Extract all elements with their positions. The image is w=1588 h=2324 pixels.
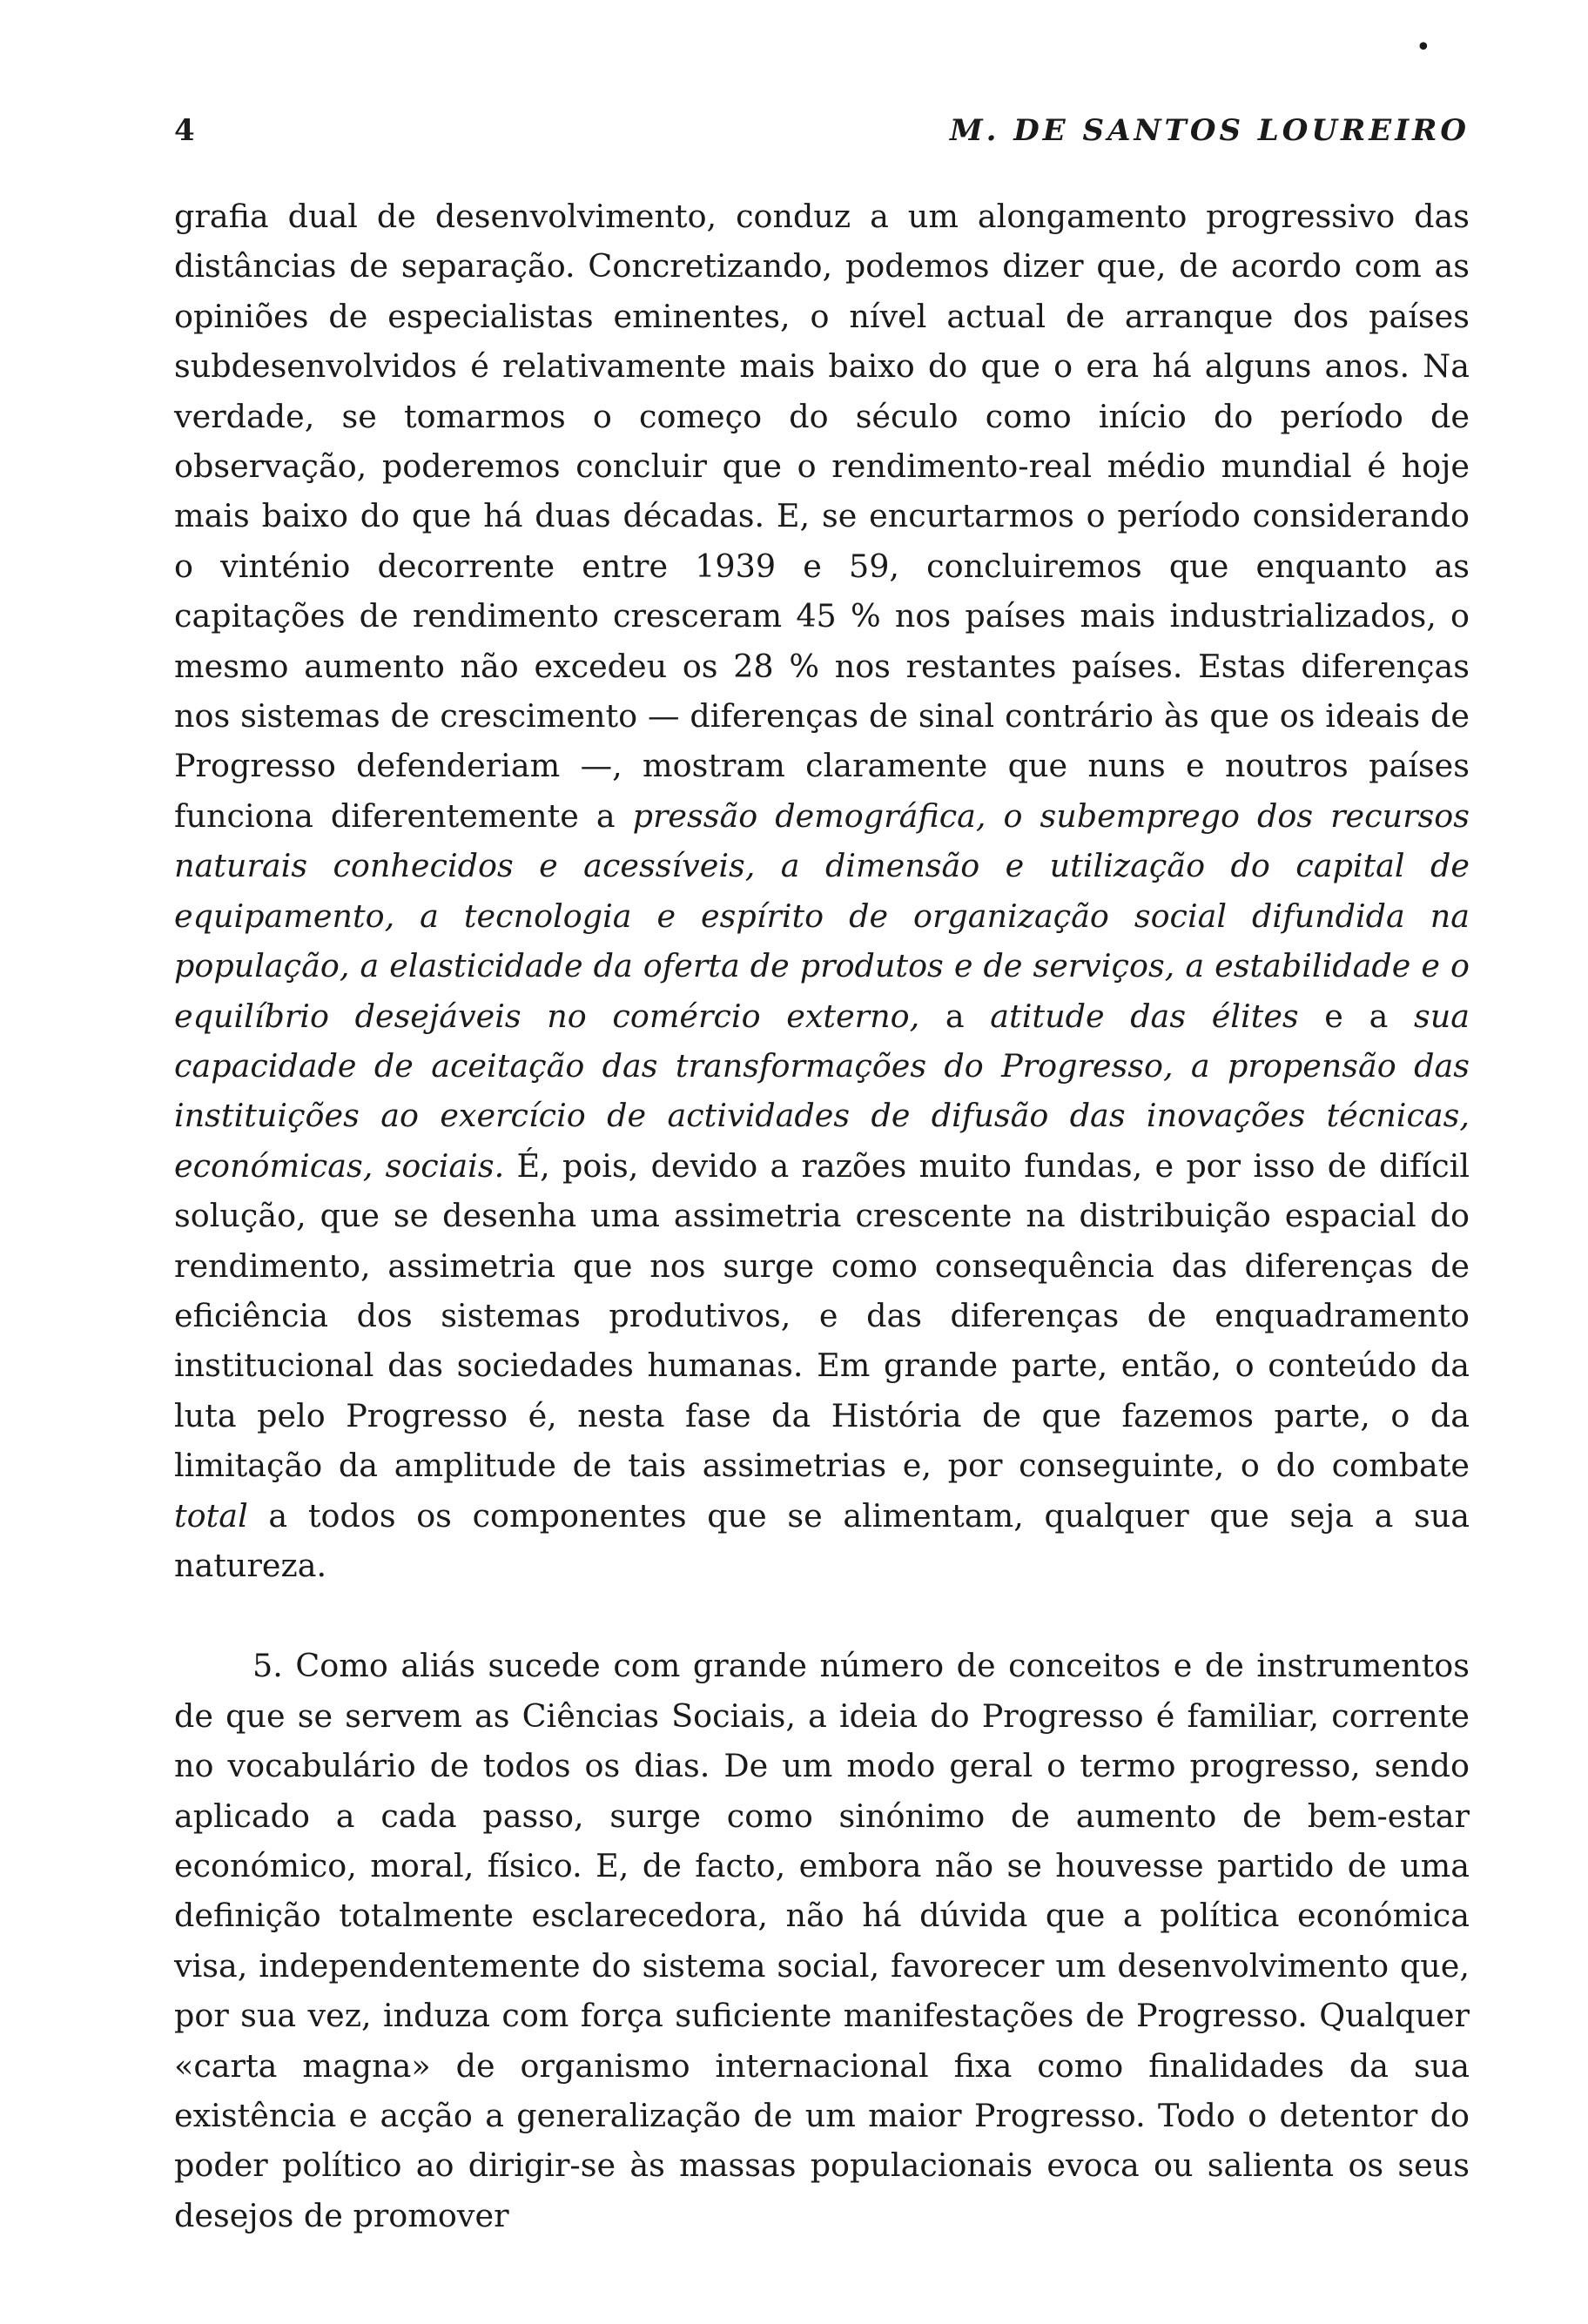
text-segment: e a [1298,997,1414,1035]
text-segment-italic: atitude das élites [990,997,1299,1035]
paragraph-2 [174,1641,1470,2240]
text-segment: É, pois, devido a razões muito fundas, e por isso de difícil solução, que se desenha uma assimetria crescente na distribuição espacial do rendimento, assimetria que nos surge como consequência das diferenças de eficiência dos sistemas produtivos, e das diferenças de enquadramento institucional das sociedades humanas. Em grande parte, então, o conteúdo da luta pelo Progresso é, nesta fase da História de que fazemos parte, o da limitação da amplitude de tais assimetrias e, por conseguinte, o do combate [174,1146,1470,1485]
body-text [174,191,1470,2240]
running-head [174,103,1470,155]
text-segment-italic: total [174,1496,248,1535]
text-segment: grafia dual de desenvolvimento, conduz a um alongamento progressivo das distâncias de separação. Concretizando, podemos dizer que, de acordo com as opiniões de especialistas eminentes, o nível actual de arranque dos países subdesenvolvidos é relativamente mais baixo do que o era há alguns anos. Na verdade, se tomarmos o começo do século como início do período de observação, poderemos concluir que o rendimento-real médio mundial é hoje mais baixo do que há duas décadas. E, se encurtarmos o período considerando o vinténio decorrente entre 1939 e 59, concluiremos que enquanto as capitações de rendimento cresceram 45 % nos países mais industrializados, o mesmo aumento não excedeu os 28 % nos restantes países. Estas diferenças nos sistemas de crescimento — diferenças de sinal contrário às que os ideais de Progresso defenderiam —, mostram claramente que nuns e noutros países funciona diferentemente a [174,198,1470,835]
text-segment-italic: sua capacidade de aceitação das transformações do Progresso, a propensão das instituições ao exercício de actividades de difusão das inovações técnicas, económicas, sociais. [174,997,1470,1185]
paragraph-1 [174,191,1470,1590]
text-segment: a todos os componentes que se alimentam, qualquer que seja a sua natureza. [174,1496,1470,1584]
corner-mark: • [1416,32,1431,63]
text-segment: a [919,997,991,1035]
text-segment-italic: pressão demográfica, o subemprego dos recursos naturais conhecidos e acessíveis, a dimensão e utilização do capital de equipamento, a tecnologia e espírito de organização social difundida na população, a elasticidade da oferta de produtos e de serviços, a estabilidade e o equilíbrio desejáveis no comércio externo, [174,796,1470,1035]
page-number: 4 [174,113,195,148]
text-segment: 5. Como aliás sucede com grande número de conceitos e de instrumentos de que se servem as Ciências Sociais, a ideia do Progresso é familiar, corrente no vocabulário de todos os dias. De um modo geral o termo progresso, sendo aplicado a cada passo, surge como sinónimo de aumento de bem-estar económico, moral, físico. E, de facto, embora não se houvesse partido de uma definição totalmente esclarecedora, não há dúvida que a política económica visa, independentemente do sistema social, favorecer um desenvolvimento que, por sua vez, induza com força suficiente manifestações de Progresso. Qualquer «carta magna» de organismo internacional fixa como finalidades da sua existência e acção a generalização de um maior Progresso. Todo o detentor do poder político ao dirigir-se às massas populacionais evoca ou salienta os seus desejos de promover [174,1647,1470,2234]
header-title: M. DE SANTOS LOUREIRO [950,113,1470,148]
